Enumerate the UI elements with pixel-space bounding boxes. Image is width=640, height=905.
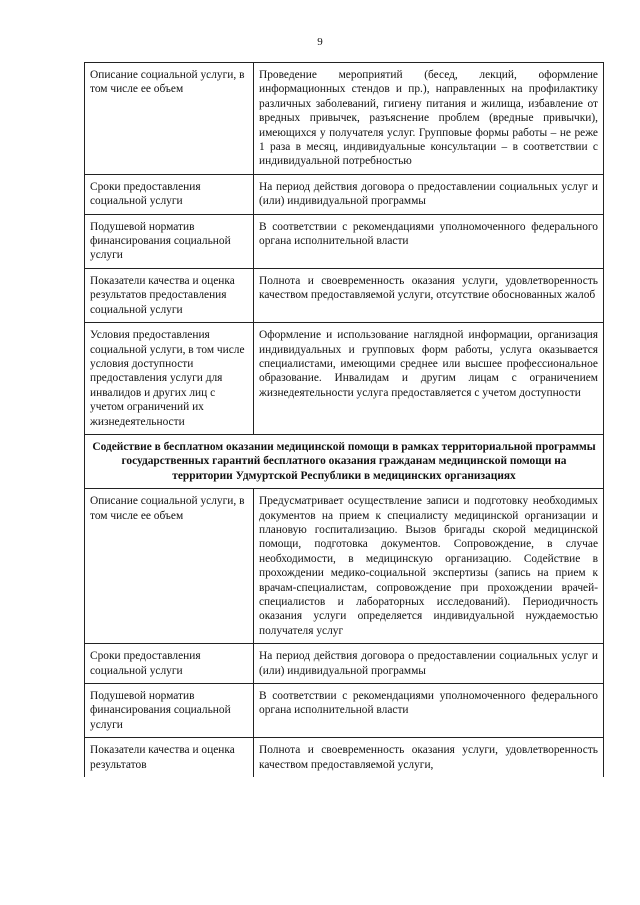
table-row — [85, 63, 604, 175]
row-label: Показатели качества и оценка результатов — [85, 738, 254, 777]
row-value: На период действия договора о предоставлении социальных услуг и (или) индивидуальной программы — [254, 174, 604, 214]
row-label: Сроки предоставления социальной услуги — [85, 174, 254, 214]
table-row — [85, 684, 604, 738]
table-row — [85, 644, 604, 684]
row-value: Полнота и своевременность оказания услуги, удовлетворенность качеством предоставляемой услуги, отсутствие обоснованных жалоб — [254, 268, 604, 322]
page-number: 9 — [317, 36, 323, 48]
row-value: Предусматривает осуществление записи и подготовку необходимых документов на прием к специалисту медицинской организации и плановую госпитализацию. Вызов бригады скорой медицинской помощи, подготовка документов. Сопровождение, в случае необходимости, в медицинскую организацию. Содействие в прохождении медико-социальной экспертизы (запись на прием к врачам-специалистам, сопровождение при прохождении врачей-специалистов и лабораторных исследований). Периодичность оказания услуги определяется индивидуальной нуждаемостью получателя услуг — [254, 489, 604, 644]
table-row — [85, 268, 604, 322]
row-value: Полнота и своевременность оказания услуги, удовлетворенность качеством предоставляемой услуги, — [254, 738, 604, 777]
section-title: Содействие в бесплатном оказании медицинской помощи в рамках территориальной программы государственных гарантий бесплатного оказания гражданам медицинской помощи на территории Удмуртской Республики в медицинских организациях — [85, 434, 604, 488]
row-value: Оформление и использование наглядной информации, организация индивидуальных и групповых форм работы, услуга оказывается специалистами, имеющими среднее или высшее профессиональное образование. Инвалидам и другим лицам с ограничением жизнедеятельности услуга предоставляется с учетом доступности — [254, 323, 604, 435]
social-service-table — [84, 62, 604, 777]
section-heading-row — [85, 434, 604, 488]
row-label: Показатели качества и оценка результатов предоставления социальной услуги — [85, 268, 254, 322]
row-value: В соответствии с рекомендациями уполномоченного федерального органа исполнительной власти — [254, 684, 604, 738]
row-label: Условия предоставления социальной услуги, в том числе условия доступности предоставления услуги для инвалидов и других лиц с учетом ограничений их жизнедеятельности — [85, 323, 254, 435]
row-label: Подушевой норматив финансирования социальной услуги — [85, 684, 254, 738]
row-value: В соответствии с рекомендациями уполномоченного федерального органа исполнительной власти — [254, 214, 604, 268]
row-value: Проведение мероприятий (бесед, лекций, оформление информационных стендов и пр.), направленных на профилактику различных заболеваний, гигиену питания и жилища, избавление от вредных привычек, разъяснение проблем (вредные привычки), имеющихся у получателя услуг. Групповые формы работы – не реже 1 раза в месяц, индивидуальные консультации – в соответствии с индивидуальной потребностью — [254, 63, 604, 175]
row-label: Описание социальной услуги, в том числе ее объем — [85, 63, 254, 175]
table-row — [85, 489, 604, 644]
table-row — [85, 214, 604, 268]
row-label: Сроки предоставления социальной услуги — [85, 644, 254, 684]
row-value: На период действия договора о предоставлении социальных услуг и (или) индивидуальной программы — [254, 644, 604, 684]
table-row — [85, 323, 604, 435]
table-row — [85, 738, 604, 777]
row-label: Подушевой норматив финансирования социальной услуги — [85, 214, 254, 268]
table-row — [85, 174, 604, 214]
row-label: Описание социальной услуги, в том числе ее объем — [85, 489, 254, 644]
